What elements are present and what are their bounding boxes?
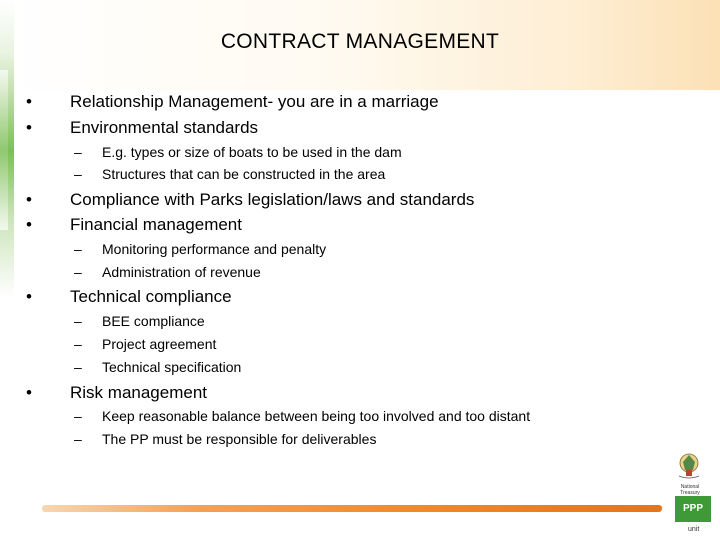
dash-icon: – [74, 408, 82, 424]
left-decorative-accent [0, 70, 8, 230]
dash-icon: – [74, 241, 82, 257]
bullet-icon: • [26, 118, 32, 137]
bullet-icon: • [26, 215, 32, 234]
ppp-logo-label: PPP [682, 503, 703, 514]
bullet-text: Environmental standards [70, 118, 259, 137]
sub-bullet-text: Structures that can be constructed in the area [102, 166, 386, 182]
footer-accent-line [42, 505, 662, 512]
dash-icon: – [74, 264, 82, 280]
bullet-icon: • [26, 383, 32, 402]
bullet-icon: • [26, 92, 32, 111]
sub-bullet-text: Monitoring performance and penalty [102, 241, 327, 257]
bullet-text: Technical compliance [70, 287, 232, 306]
bullet-icon: • [26, 287, 32, 306]
bullet-text: Relationship Management- you are in a marriage [70, 92, 439, 111]
dash-icon: – [74, 336, 82, 352]
sub-bullet-text: Technical specification [102, 359, 242, 375]
sub-bullet-text: Project agreement [102, 336, 217, 352]
dash-icon: – [74, 144, 82, 160]
slide-title: CONTRACT MANAGEMENT [220, 30, 500, 53]
bullet-icon: • [26, 190, 32, 209]
logo-caption: National Treasury [680, 484, 700, 496]
dash-icon: – [74, 431, 82, 447]
bullet-text: Financial management [70, 215, 242, 234]
sub-bullet-text: E.g. types or size of boats to be used in the dam [102, 144, 402, 160]
bullet-text: Compliance with Parks legislation/laws and standards [70, 190, 475, 209]
dash-icon: – [74, 359, 82, 375]
sub-bullet-text: The PP must be responsible for deliverables [102, 431, 377, 447]
dash-icon: – [74, 313, 82, 329]
ppp-unit-label: unit [688, 526, 700, 533]
bullet-text: Risk management [70, 383, 208, 402]
sub-bullet-text: Administration of revenue [102, 264, 261, 280]
sub-bullet-text: BEE compliance [102, 313, 205, 329]
dash-icon: – [74, 166, 82, 182]
sub-bullet-text: Keep reasonable balance between being too involved and too distant [102, 408, 531, 424]
